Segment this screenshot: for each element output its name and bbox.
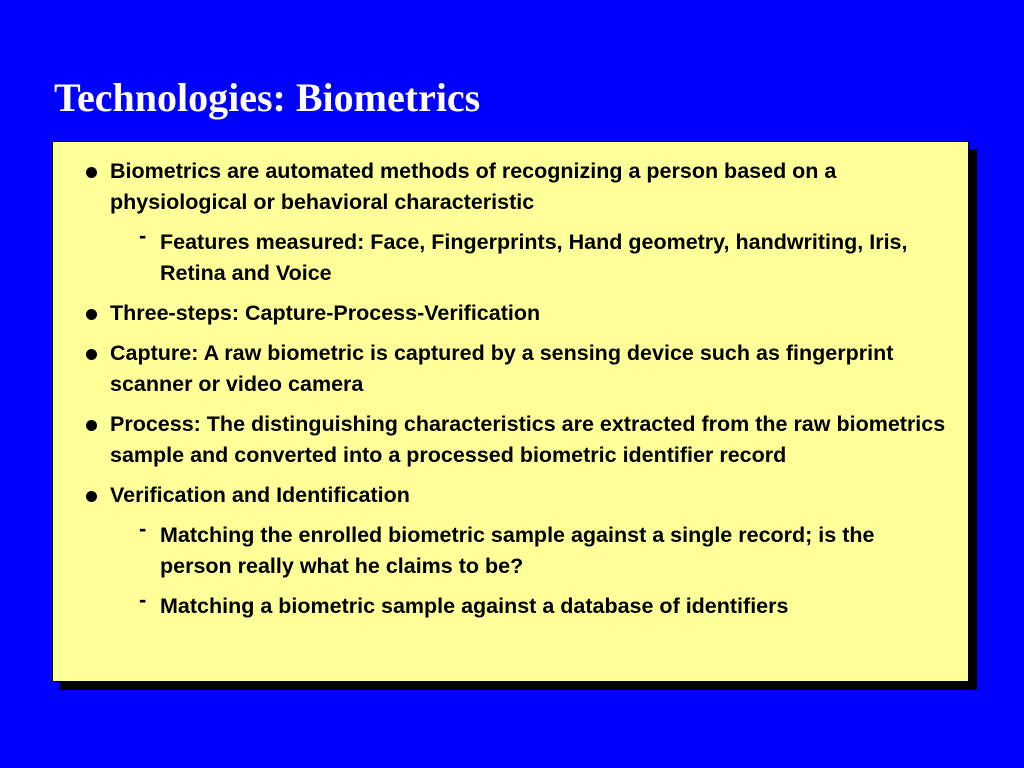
sub-bullet-text: Features measured: Face, Fingerprints, Hand geometry, handwriting, Iris, Retina and Voice: [160, 230, 908, 285]
bullet-item: [53, 298, 968, 329]
bullet-dot-icon: [86, 167, 97, 178]
dash-icon: -: [139, 516, 147, 541]
bullet-item: [53, 409, 968, 471]
bullet-item: [53, 480, 968, 511]
bullet-text: Process: The distinguishing characteristics are extracted from the raw biometrics sample and converted into a processed biometric identifier record: [110, 412, 946, 467]
sub-bullet-item: [53, 516, 968, 582]
slide-title: Technologies: Biometrics: [54, 75, 481, 120]
sub-bullet-text: Matching the enrolled biometric sample against a single record; is the person really what he claims to be?: [160, 523, 875, 578]
bullet-list: [53, 156, 968, 631]
bullet-dot-icon: [86, 420, 97, 431]
bullet-text: Three-steps: Capture-Process-Verification: [110, 301, 541, 325]
bullet-dot-icon: [86, 309, 97, 320]
sub-bullet-item: [53, 587, 968, 622]
bullet-text: Capture: A raw biometric is captured by a sensing device such as fingerprint scanner or video camera: [110, 341, 894, 396]
bullet-dot-icon: [86, 491, 97, 502]
bullet-dot-icon: [86, 349, 97, 360]
sub-bullet-item: [53, 223, 968, 289]
bullet-item: [53, 338, 968, 400]
dash-icon: -: [139, 587, 147, 612]
bullet-item: [53, 156, 968, 218]
dash-icon: -: [139, 223, 147, 248]
content-box: [52, 141, 969, 682]
bullet-text: Biometrics are automated methods of recognizing a person based on a physiological or behavioral characteristic: [110, 159, 837, 214]
sub-bullet-text: Matching a biometric sample against a database of identifiers: [160, 594, 789, 618]
bullet-text: Verification and Identification: [110, 483, 410, 507]
